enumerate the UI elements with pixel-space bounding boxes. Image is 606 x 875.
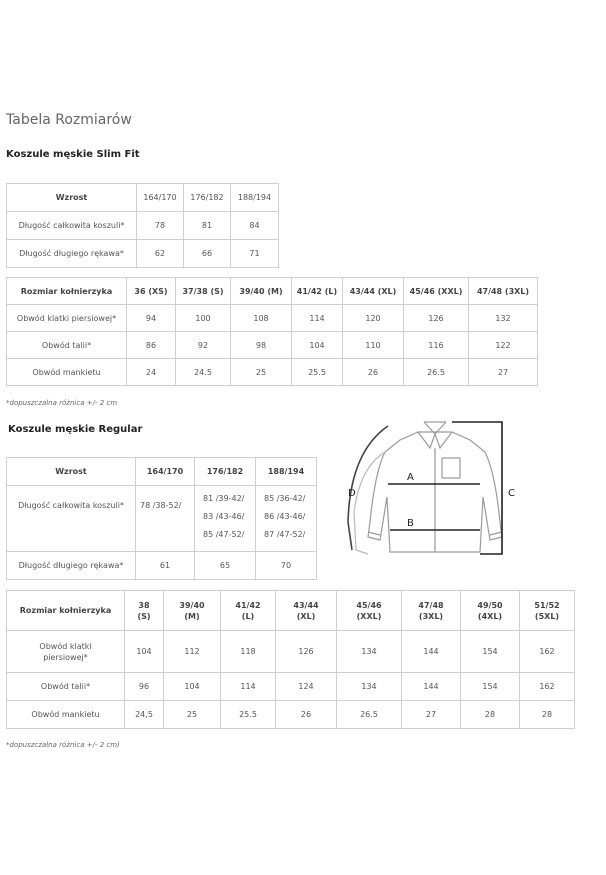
table-cell: 25.5: [292, 359, 343, 386]
table-row: [7, 701, 575, 729]
table-header-cell: [520, 591, 575, 631]
header-line: (M): [184, 611, 200, 621]
table-row-label: Długość długiego rękawa*: [7, 552, 136, 580]
header-line: 45/46: [356, 600, 382, 610]
table-cell: 26: [276, 701, 337, 729]
table-header-cell: Rozmiar kołnierzyka: [7, 278, 127, 305]
table-cell: 65: [195, 552, 256, 580]
label-b: B: [407, 518, 414, 529]
table-row: [7, 552, 317, 580]
table-cell: 162: [520, 673, 575, 701]
table-cell: 25: [231, 359, 292, 386]
table-header-cell: [402, 591, 461, 631]
table-cell: 62: [137, 240, 184, 268]
table-cell: 120: [343, 305, 404, 332]
header-line: (3XL): [418, 611, 444, 621]
table-cell: 126: [276, 631, 337, 673]
table-cell: 86: [127, 332, 176, 359]
table-cell: 28: [520, 701, 575, 729]
table-cell: 112: [164, 631, 221, 673]
table-cell: 144: [402, 673, 461, 701]
table-header-cell: Wzrost: [7, 184, 137, 212]
table-cell: 104: [164, 673, 221, 701]
header-line: (S): [137, 611, 151, 621]
table-cell: 104: [125, 631, 164, 673]
table-row-label: Obwód mankietu: [7, 359, 127, 386]
table-header-cell: 47/48 (3XL): [469, 278, 538, 305]
table-row: [7, 631, 575, 673]
header-line: 39/40: [179, 600, 205, 610]
table-cell: 134: [337, 631, 402, 673]
table-row: [7, 359, 538, 386]
table-cell: 98: [231, 332, 292, 359]
cell-line: 81 /39-42/: [203, 494, 245, 503]
cell-line: 85 /47-52/: [203, 530, 245, 539]
table-row-label: Obwód talii*: [7, 673, 125, 701]
label-a: A: [407, 472, 414, 483]
table-row-label: Obwód talii*: [7, 332, 127, 359]
header-line: (L): [241, 611, 255, 621]
table-cell: 94: [127, 305, 176, 332]
table-cell: 122: [469, 332, 538, 359]
label-c: C: [508, 488, 515, 499]
table-header-cell: 36 (XS): [127, 278, 176, 305]
table-row-label: Obwód mankietu: [7, 701, 125, 729]
table-cell: 154: [461, 631, 520, 673]
table-header-cell: 41/42 (L): [292, 278, 343, 305]
table-cell: 92: [176, 332, 231, 359]
table-header-cell: 37/38 (S): [176, 278, 231, 305]
table-cell: 24: [127, 359, 176, 386]
table-header-cell: 188/194: [231, 184, 279, 212]
table-cell: 96: [125, 673, 164, 701]
table-cell: 114: [292, 305, 343, 332]
table-header-row: [7, 591, 575, 631]
header-line: (4XL): [477, 611, 503, 621]
table-cell: 108: [231, 305, 292, 332]
table-cell: 66: [184, 240, 231, 268]
table-cell: 118: [221, 631, 276, 673]
header-line: (XXL): [356, 611, 382, 621]
table-row-label: Obwód klatki piersiowej*: [7, 631, 125, 673]
table-cell: 27: [402, 701, 461, 729]
slim-tolerance-note: *dopuszczalna różnica +/- 2 cm: [6, 399, 118, 407]
header-line: 38: [138, 600, 150, 610]
table-cell: [256, 486, 317, 552]
table-header-row: [7, 458, 317, 486]
table-header-cell: 39/40 (M): [231, 278, 292, 305]
table-header-row: [7, 278, 538, 305]
table-header-cell: 43/44 (XL): [343, 278, 404, 305]
slim-height-table: [6, 183, 279, 268]
regular-height-table: [6, 457, 317, 580]
table-cell: 162: [520, 631, 575, 673]
label-d: D: [348, 488, 356, 499]
table-row: [7, 486, 317, 552]
shirt-outline: [354, 422, 502, 554]
page-title: Tabela Rozmiarów: [6, 112, 132, 128]
table-cell: 61: [136, 552, 195, 580]
table-cell: 71: [231, 240, 279, 268]
cell-line: 83 /43-46/: [203, 512, 245, 521]
table-row-label: Obwód klatki piersiowej*: [7, 305, 127, 332]
table-header-cell: 164/170: [136, 458, 195, 486]
table-cell: 116: [404, 332, 469, 359]
table-header-cell: [125, 591, 164, 631]
table-row-label: Długość całkowita koszuli*: [7, 212, 137, 240]
table-cell: 114: [221, 673, 276, 701]
table-cell: 70: [256, 552, 317, 580]
table-cell: 78: [137, 212, 184, 240]
table-cell: 154: [461, 673, 520, 701]
shirt-measurement-diagram: [340, 412, 540, 572]
table-row: [7, 212, 279, 240]
table-header-cell: 164/170: [137, 184, 184, 212]
table-cell: 26.5: [337, 701, 402, 729]
table-row: [7, 332, 538, 359]
table-row: [7, 305, 538, 332]
table-cell: 24.5: [176, 359, 231, 386]
regular-collar-table: [6, 590, 575, 729]
table-cell: 25: [164, 701, 221, 729]
slim-fit-heading: Koszule męskie Slim Fit: [6, 149, 140, 160]
table-header-cell: [164, 591, 221, 631]
table-cell: 132: [469, 305, 538, 332]
table-row: [7, 673, 575, 701]
table-cell: 134: [337, 673, 402, 701]
regular-heading: Koszule męskie Regular: [8, 424, 143, 435]
table-cell: 126: [404, 305, 469, 332]
table-header-cell: 176/182: [195, 458, 256, 486]
regular-tolerance-note: *dopuszczalna różnica +/- 2 cm): [6, 741, 120, 749]
table-cell: 84: [231, 212, 279, 240]
cell-line: 85 /36-42/: [264, 494, 306, 503]
slim-collar-table: [6, 277, 538, 386]
table-header-cell: [221, 591, 276, 631]
table-cell: 104: [292, 332, 343, 359]
table-cell: 110: [343, 332, 404, 359]
header-line: 41/42: [235, 600, 261, 610]
header-line: (XL): [296, 611, 316, 621]
table-header-row: [7, 184, 279, 212]
table-row-label: Długość długiego rękawa*: [7, 240, 137, 268]
table-row: [7, 240, 279, 268]
header-line: 47/48: [418, 600, 444, 610]
header-line: 43/44: [293, 600, 319, 610]
table-row-label: Długość całkowita koszuli*: [7, 486, 136, 552]
table-header-cell: Wzrost: [7, 458, 136, 486]
table-header-cell: 45/46 (XXL): [404, 278, 469, 305]
table-header-cell: 176/182: [184, 184, 231, 212]
table-cell: 27: [469, 359, 538, 386]
table-cell: [195, 486, 256, 552]
table-cell: 26.5: [404, 359, 469, 386]
table-header-cell: [461, 591, 520, 631]
table-cell: 28: [461, 701, 520, 729]
table-cell: 26: [343, 359, 404, 386]
table-header-cell: [337, 591, 402, 631]
header-line: 49/50: [477, 600, 503, 610]
header-line: (5XL): [534, 611, 560, 621]
table-cell: 81: [184, 212, 231, 240]
table-cell: 78 /38-52/: [136, 486, 195, 552]
cell-line: 86 /43-46/: [264, 512, 306, 521]
table-header-cell: Rozmiar kołnierzyka: [7, 591, 125, 631]
cell-line: 87 /47-52/: [264, 530, 306, 539]
header-line: 51/52: [534, 600, 560, 610]
table-cell: 25.5: [221, 701, 276, 729]
table-cell: 100: [176, 305, 231, 332]
table-cell: 24,5: [125, 701, 164, 729]
table-header-cell: 188/194: [256, 458, 317, 486]
table-header-cell: [276, 591, 337, 631]
table-cell: 124: [276, 673, 337, 701]
table-cell: 144: [402, 631, 461, 673]
